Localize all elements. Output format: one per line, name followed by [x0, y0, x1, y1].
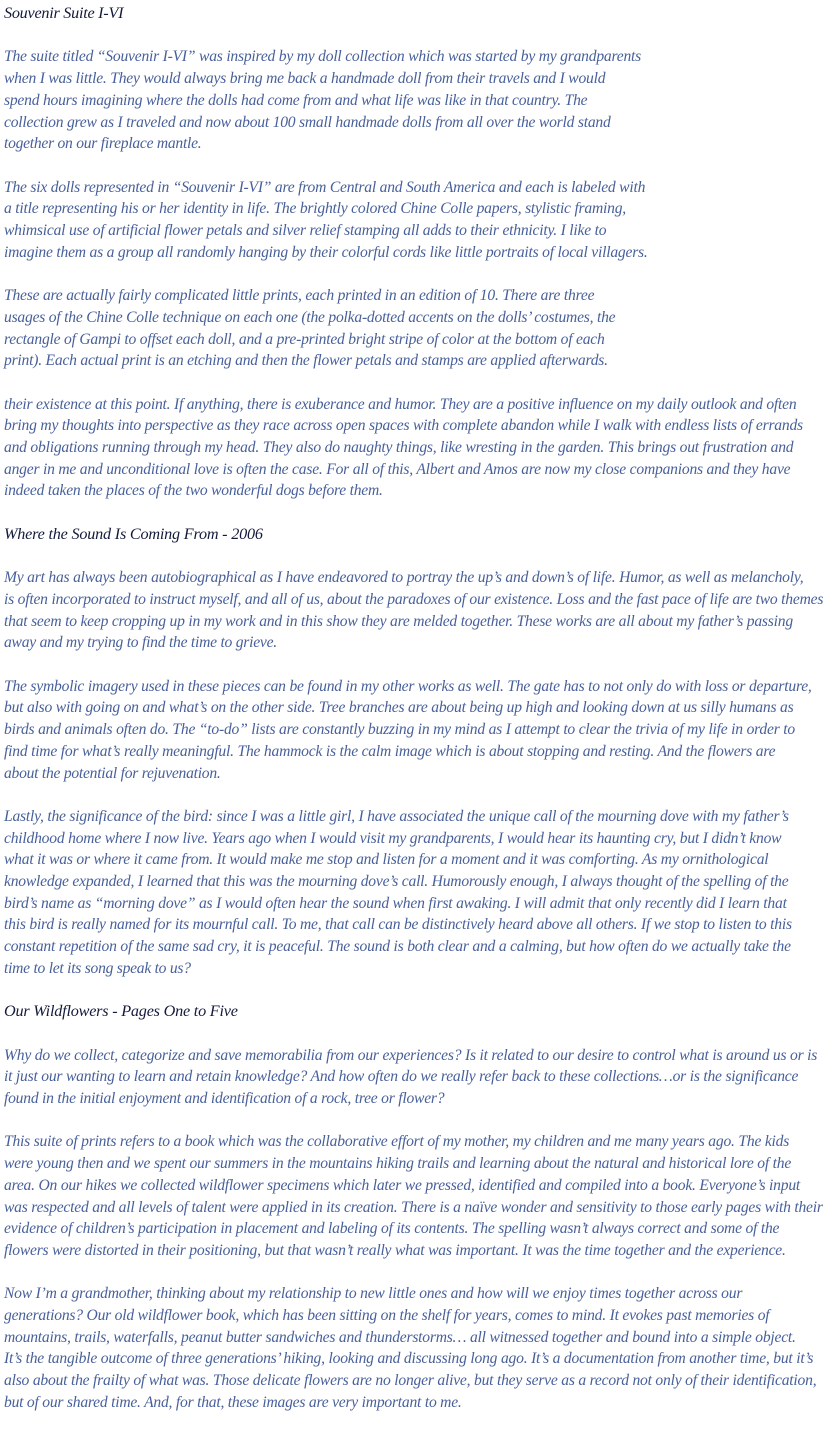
paragraph-line: but also with going on and what’s on the other side. Tree branches are about being up high and looking down at us silly humans as — [4, 699, 794, 717]
paragraph-line: Now I’m a grandmother, thinking about my relationship to new little ones and how will we enjoy times together across our — [4, 1285, 743, 1303]
paragraph-spacer — [4, 784, 838, 806]
paragraph-spacer — [4, 1262, 838, 1284]
section-heading: Our Wildflowers - Pages One to Five — [4, 1002, 238, 1021]
paragraph-line: It’s the tangible outcome of three generations’ hiking, looking and discussing long ago. It’s a documentation from another time, but it’s — [4, 1350, 814, 1368]
paragraph-line: indeed taken the places of the two wonderful dogs before them. — [4, 482, 383, 500]
paragraph-line: but of our shared time. And, for that, these images are very important to me. — [4, 1393, 462, 1411]
paragraph-line: together on our fireplace mantle. — [4, 135, 202, 153]
paragraph-line: generations? Our old wildflower book, which has been sitting on the shelf for years, comes to mind. It evokes past memories of — [4, 1307, 770, 1324]
paragraph-line: time to let its song speak to us? — [4, 959, 191, 977]
paragraph-line: constant repetition of the same sad cry, it is peaceful. The sound is both clear and a calming, but how often do we actually take the — [4, 938, 791, 956]
paragraph-line: evidence of children’s participation in placement and labeling of its contents. The spelling wasn’t always correct and some of the — [4, 1220, 780, 1238]
paragraph-line: rectangle of Gampi to offset each doll, and a pre-printed bright stripe of color at the bottom of each — [4, 330, 605, 348]
section-spacer — [4, 980, 838, 1002]
paragraph-spacer — [4, 372, 838, 394]
paragraph — [4, 1131, 838, 1261]
paragraph-spacer — [4, 546, 838, 568]
paragraph-line: when I was little. They would always bring me back a handmade doll from their travels and I would — [4, 70, 606, 88]
paragraph-line: imagine them as a group all randomly hanging by their colorful cords like little portraits of local villagers. — [4, 243, 648, 261]
paragraph — [4, 806, 838, 980]
paragraph-line: flowers were distorted in their positioning, but that wasn’t really what was important. It was the time together and the experience. — [4, 1241, 786, 1259]
paragraph-line: Lastly, the significance of the bird: since I was a little girl, I have associated the unique call of the mourning dove with my father’s — [4, 807, 789, 825]
paragraph — [4, 285, 838, 372]
paragraph-line: birds and animals often do. The “to-do” lists are constantly buzzing in my mind as I attempt to clear the trivia of my life in order to — [4, 721, 795, 739]
paragraph-line: also about the frailty of what was. Those delicate flowers are no longer alive, but they serve as a record not only of their identification, — [4, 1372, 817, 1390]
paragraph-line: childhood home where I now live. Years ago when I would visit my grandparents, I would hear its haunting cry, but I didn’t know — [4, 829, 782, 847]
paragraph-line: their existence at this point. If anything, there is exuberance and humor. They are a positive influence on my daily outlook and often — [4, 395, 797, 413]
paragraph-line: and obligations running through my head. They also do naughty things, like wresting in the garden. This brings out frustration and — [4, 439, 794, 456]
paragraph-line: was respected and all levels of talent were applied in its creation. There is a naïve wonder and sensitivity to those early pages with their — [4, 1198, 823, 1216]
paragraph-line: usages of the Chine Colle technique on each one (the polka-dotted accents on the dolls’ costumes, the — [4, 308, 616, 326]
paragraph-line: it just our wanting to learn and retain knowledge? And how often do we really refer back to these collections…or is the significance — [4, 1068, 799, 1086]
paragraph-spacer — [4, 654, 838, 676]
paragraph-line: anger in me and unconditional love is often the case. For all of this, Albert and Amos are now my close companions and they have — [4, 460, 791, 478]
paragraph-line: bring my thoughts into perspective as they race across open spaces with complete abandon while I walk with endless lists of errands — [4, 417, 803, 435]
paragraph-spacer — [4, 1110, 838, 1132]
paragraph — [4, 46, 838, 155]
paragraph — [4, 394, 838, 503]
paragraph-line: print). Each actual print is an etching and then the flower petals and stamps are applied afterwards. — [4, 352, 608, 370]
paragraph-spacer — [4, 25, 838, 47]
paragraph — [4, 177, 838, 264]
paragraph-line: what it was or where it came from. It would make me stop and listen for a moment and it was comforting. As my ornithological — [4, 851, 769, 869]
paragraph-line: This suite of prints refers to a book which was the collaborative effort of my mother, my children and me many years ago. The kids — [4, 1133, 790, 1151]
paragraph-line: collection grew as I traveled and now about 100 small handmade dolls from all over the world stand — [4, 113, 611, 131]
paragraph-spacer — [4, 155, 838, 177]
paragraph-line: Why do we collect, categorize and save memorabilia from our experiences? Is it related to our desire to control what is around us or is — [4, 1046, 818, 1064]
paragraph-line: mountains, trails, waterfalls, peanut butter sandwiches and thunderstorms… all witnessed together and bound into a simple object. — [4, 1328, 796, 1346]
paragraph-line: about the potential for rejuvenation. — [4, 764, 221, 782]
document-body — [4, 3, 838, 1414]
paragraph-line: that seem to keep cropping up in my work and in this show they are melded together. These works are all about my father’s passing — [4, 612, 793, 630]
paragraph-line: this bird is really named for its mournful call. To me, that call can be distinctively heard above all others. If we stop to listen to this — [4, 916, 792, 934]
paragraph-line: is often incorporated to instruct myself, and all of us, about the paradoxes of our existence. Loss and the fast pace of life are two themes — [4, 590, 824, 608]
paragraph-line: spend hours imagining where the dolls had come from and what life was like in that country. The — [4, 91, 588, 109]
paragraph-line: found in the initial enjoyment and identification of a rock, tree or flower? — [4, 1090, 445, 1107]
paragraph-line: The suite titled “Souvenir I-VI” was inspired by my doll collection which was started by my grandparents — [4, 48, 641, 66]
section-heading: Souvenir Suite I-VI — [4, 4, 124, 22]
paragraph-line: a title representing his or her identity in life. The brightly colored Chine Colle papers, stylistic framing, — [4, 200, 626, 218]
paragraph-spacer — [4, 263, 838, 285]
paragraph-line: The six dolls represented in “Souvenir I-VI” are from Central and South America and each is labeled with — [4, 178, 646, 196]
paragraph — [4, 676, 838, 785]
paragraph-line: knowledge expanded, I learned that this was the mourning dove’s call. Humorously enough, I always thought of the spelling of the — [4, 873, 789, 890]
paragraph — [4, 567, 838, 654]
paragraph-line: The symbolic imagery used in these pieces can be found in my other works as well. The gate has to not only do with loss or departure, — [4, 677, 812, 695]
paragraph-line: were young then and we spent our summers in the mountains hiking trails and learning about the natural and historical lore of the — [4, 1155, 792, 1173]
paragraph — [4, 1283, 838, 1413]
paragraph-line: bird’s name as “morning dove” as I would often hear the sound when first awaking. I will admit that only recently did I learn that — [4, 894, 787, 912]
paragraph-spacer — [4, 1023, 838, 1045]
paragraph-line: find time for what’s really meaningful. The hammock is the calm image which is about stopping and resting. And the flowers are — [4, 742, 776, 760]
section-heading: Where the Sound Is Coming From - 2006 — [4, 524, 263, 543]
paragraph-line: My art has always been autobiographical as I have endeavored to portray the up’s and down’s of life. Humor, as well as melancholy, — [4, 569, 804, 587]
paragraph-line: whimsical use of artificial flower petals and silver relief stamping all adds to their ethnicity. I like to — [4, 222, 607, 239]
paragraph-line: area. On our hikes we collected wildflower specimens which later we pressed, identified and compiled into a book. Everyone’s input — [4, 1176, 801, 1194]
paragraph-line: These are actually fairly complicated little prints, each printed in an edition of 10. There are three — [4, 287, 595, 305]
section-spacer — [4, 502, 838, 524]
paragraph — [4, 1045, 838, 1110]
paragraph-line: away and my trying to find the time to grieve. — [4, 634, 277, 652]
